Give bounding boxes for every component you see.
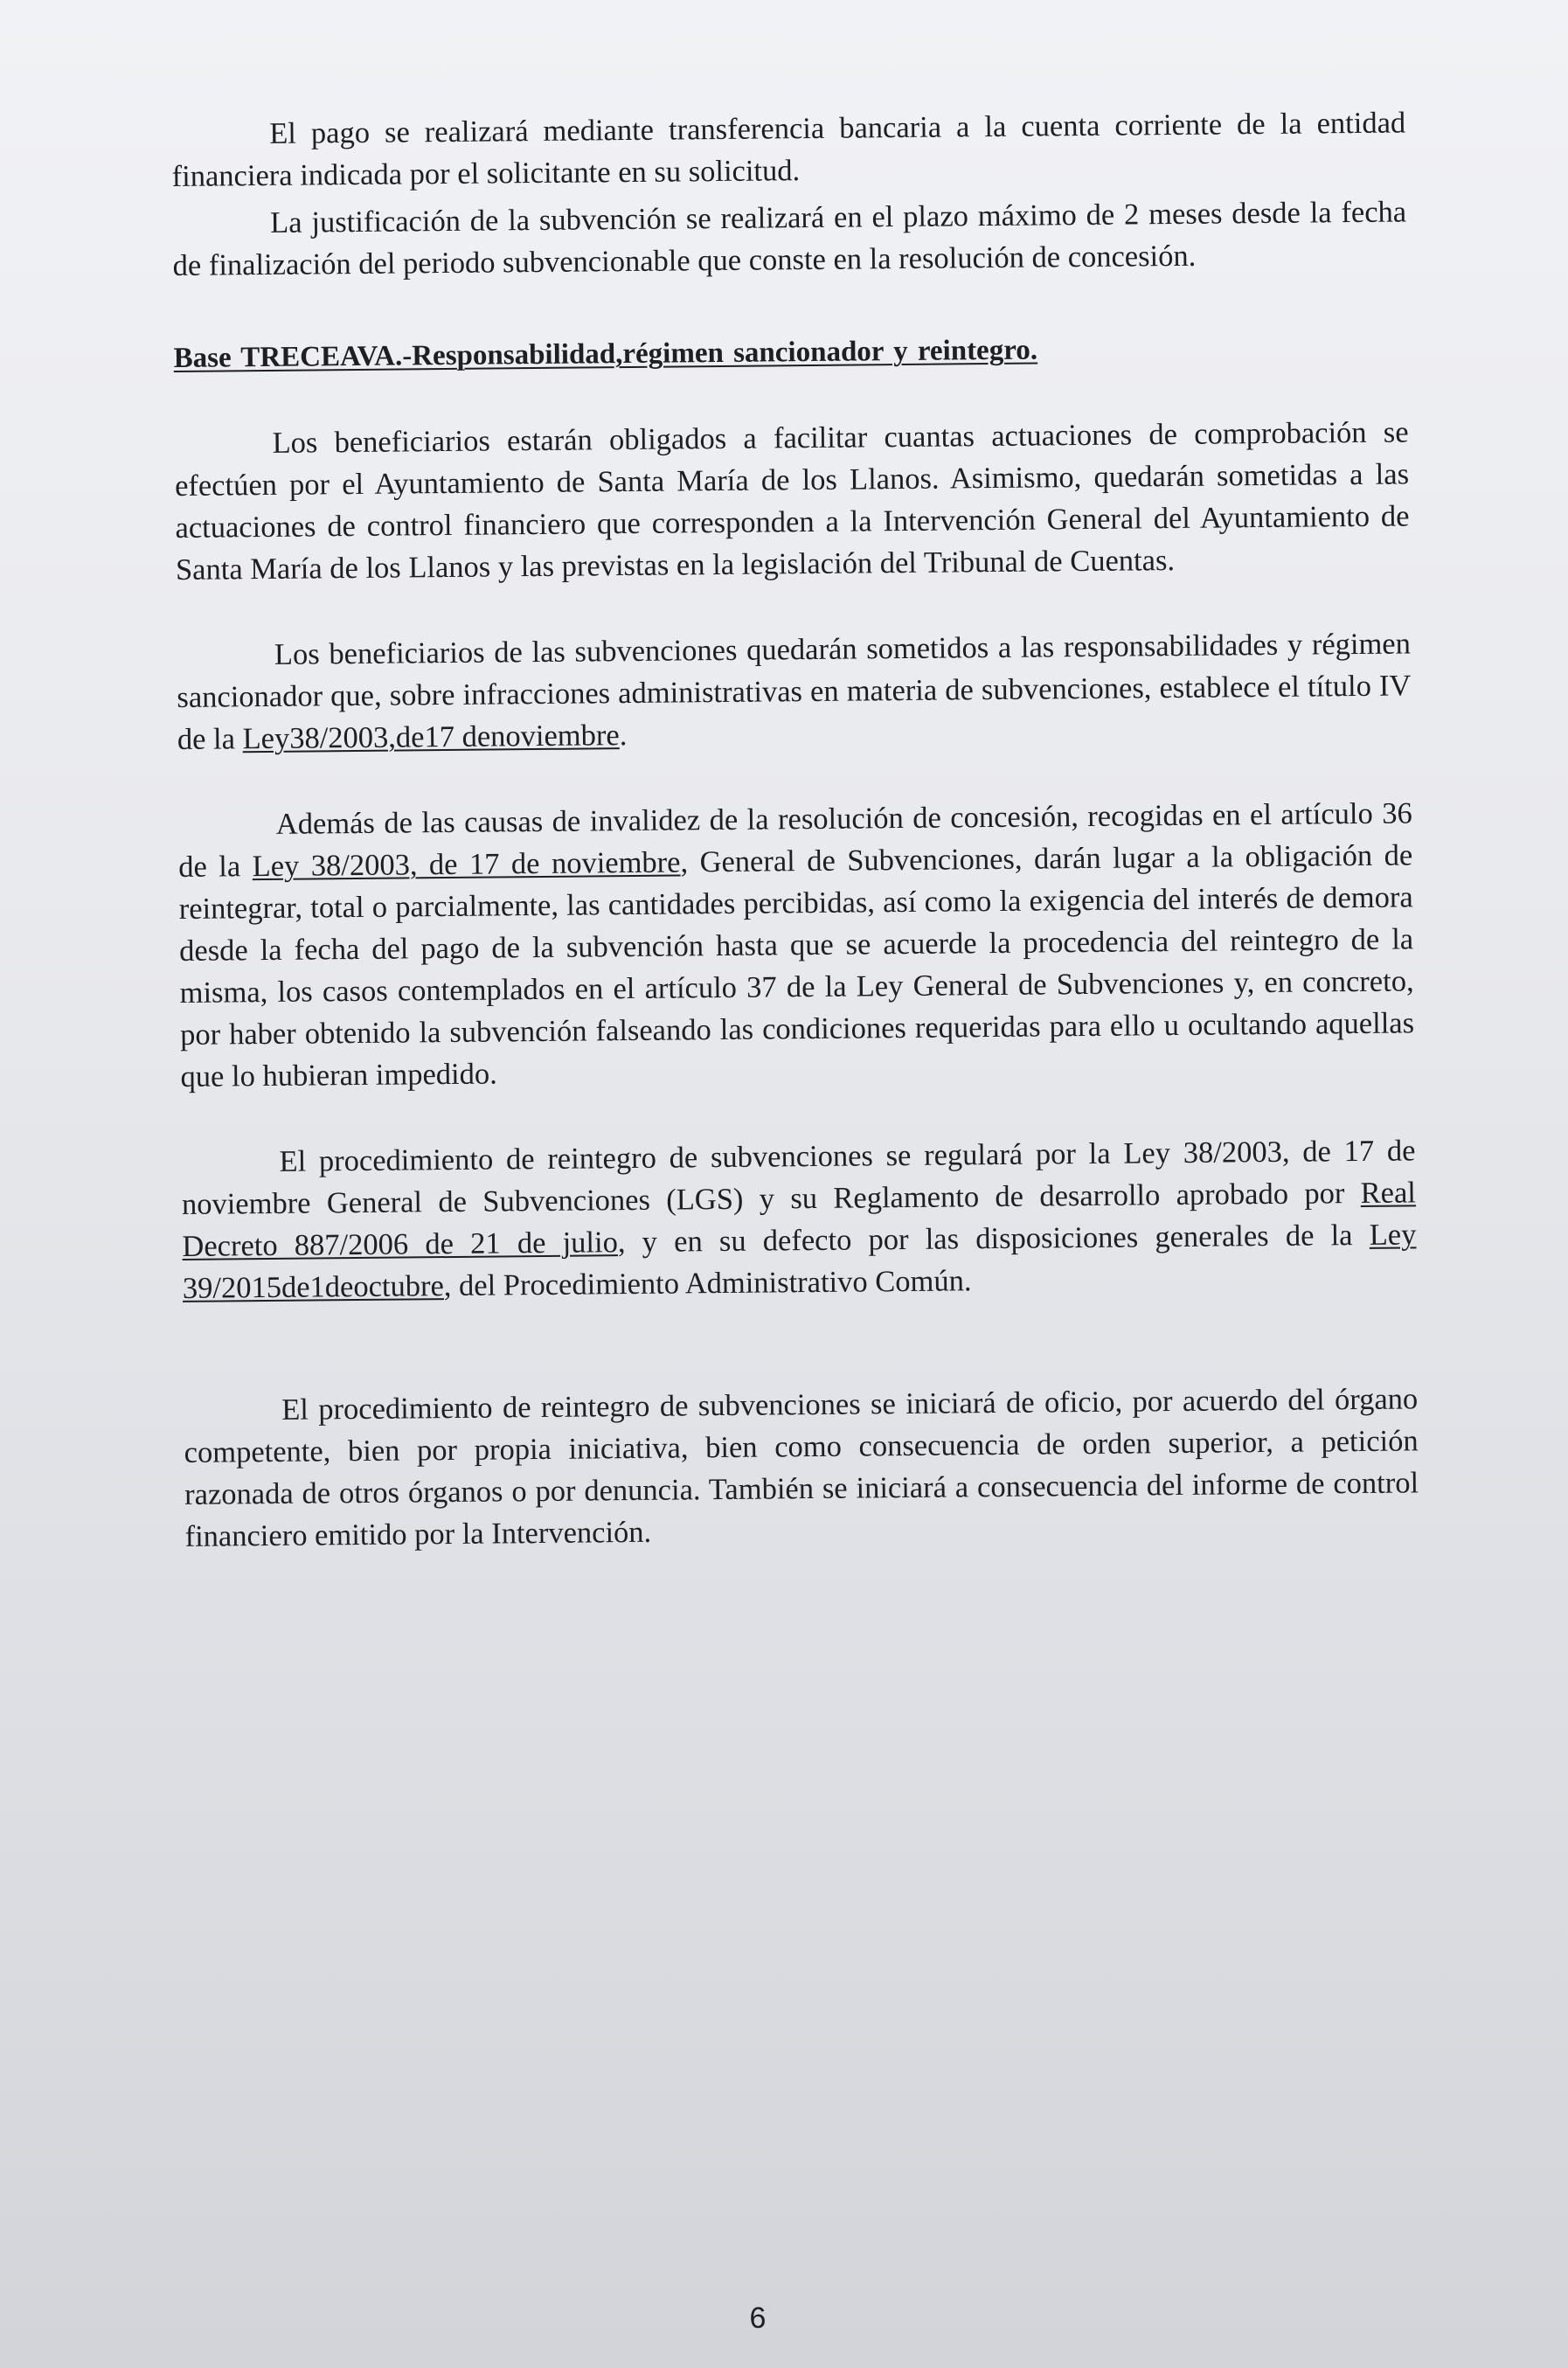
- paragraph-procedure-regulation: [181, 1129, 1417, 1309]
- paragraph-sanctions-end: .: [619, 719, 628, 753]
- law-reference-link: Ley 39/2015de1deoctubre: [182, 1218, 1417, 1305]
- paragraph-justification: La justificación de la subvención se realizará en el plazo máximo de 2 meses desde la fecha de finalización del periodo subvencionable que conste en la resolución de concesión.: [172, 195, 1407, 282]
- paragraph-procedure-initiation: El procedimiento de reintegro de subvenciones se iniciará de oficio, por acuerdo del órgano competente, bien por propia iniciativa, bien como consecuencia de orden superior, a petición razonada de otros órganos o por denuncia. También se iniciará a consecuencia del informe de control financiero emitido por la Intervención.: [184, 1382, 1419, 1553]
- paragraph-procedure-end: , del Procedimiento Administrativo Común.: [443, 1264, 972, 1303]
- paragraph-reimbursement-causes: [178, 792, 1415, 1098]
- paragraph-sanctions: [177, 622, 1412, 760]
- paragraph-verification: Los beneficiarios estarán obligados a facilitar cuantas actuaciones de comprobación se efectúen por el Ayuntamiento de Santa María de los Llanos. Asimismo, quedarán sometidas a las actuaciones de control financiero que corresponden a la Intervención General del Ayuntamiento de Santa María de los Llanos y las previstas en la legislación del Tribunal de Cuentas.: [174, 415, 1410, 587]
- paragraph-procedure-text: El procedimiento de reintegro de subvenciones se regulará por la Ley 38/2003, de 17 de noviembre General de Subvenciones (LGS) y su Reglamento de desarrollo aprobado por: [181, 1134, 1416, 1221]
- law-reference-link: Ley 38/2003, de 17 de noviembre: [252, 845, 681, 884]
- law-reference-link: Ley38/2003,de17 denoviembre: [242, 719, 620, 756]
- decree-reference-link: Real Decreto 887/2006 de 21 de julio: [182, 1176, 1417, 1263]
- paragraph-sanctions-text: Los beneficiarios de las subvenciones quedarán sometidos a las responsabilidades y régimen sancionador que, sobre infracciones administrativas en materia de subvenciones, establece el título IV de la: [177, 627, 1412, 756]
- section-heading: Base TRECEAVA.-Responsabilidad,régimen sancionador y reintegro.: [173, 334, 1038, 374]
- paragraph-reimbursement-text: Además de las causas de invalidez de la resolución de concesión, recogidas en el artículo 36 de la: [178, 796, 1412, 884]
- document-body: [171, 101, 1419, 1557]
- paragraph-payment: El pago se realizará mediante transferencia bancaria a la cuenta corriente de la entidad financiera indicada por el solicitante en su solicitud.: [171, 106, 1406, 193]
- paragraph-procedure-mid: , y en su defecto por las disposiciones generales de la: [617, 1218, 1370, 1260]
- paragraph-reimbursement-rest: , General de Subvenciones, darán lugar a la obligación de reintegrar, total o parcialmente, las cantidades percibidas, así como la exigencia del interés de demora desde la fecha del pago de la subvención hasta que se acuerde la procedencia del reintegro de la misma, los casos contemplados en el artículo 37 de la Ley General de Subvenciones y, en concreto, por haber obtenido la subvención falseando las condiciones requeridas para ello u ocultando aquellas que lo hubieran impedido.: [178, 838, 1415, 1094]
- page-number: 6: [749, 2302, 767, 2335]
